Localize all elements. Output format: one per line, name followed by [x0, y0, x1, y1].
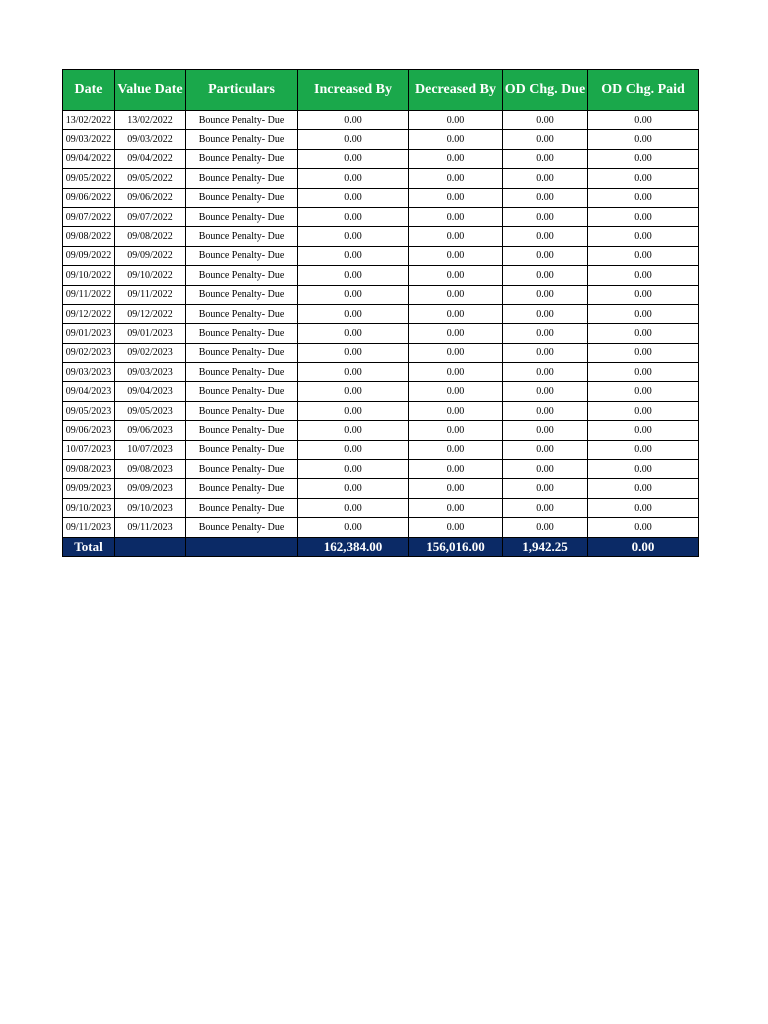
cell-decreased-by: 0.00	[409, 169, 503, 188]
cell-value-date: 09/04/2022	[115, 149, 186, 168]
total-label: Total	[63, 537, 115, 556]
cell-value-date: 09/06/2023	[115, 421, 186, 440]
cell-od-chg-due: 0.00	[503, 130, 588, 149]
cell-decreased-by: 0.00	[409, 246, 503, 265]
table-row	[63, 440, 699, 459]
cell-decreased-by: 0.00	[409, 401, 503, 420]
cell-od-chg-paid: 0.00	[588, 130, 699, 149]
table-row	[63, 363, 699, 382]
cell-decreased-by: 0.00	[409, 382, 503, 401]
cell-increased-by: 0.00	[298, 343, 409, 362]
cell-od-chg-due: 0.00	[503, 421, 588, 440]
cell-od-chg-paid: 0.00	[588, 479, 699, 498]
cell-value-date: 09/03/2022	[115, 130, 186, 149]
cell-od-chg-paid: 0.00	[588, 382, 699, 401]
header-increased-by: Increased By	[298, 70, 409, 111]
cell-od-chg-due: 0.00	[503, 324, 588, 343]
cell-increased-by: 0.00	[298, 111, 409, 130]
cell-value-date: 10/07/2023	[115, 440, 186, 459]
cell-od-chg-paid: 0.00	[588, 227, 699, 246]
cell-decreased-by: 0.00	[409, 363, 503, 382]
cell-value-date: 09/04/2023	[115, 382, 186, 401]
cell-increased-by: 0.00	[298, 188, 409, 207]
header-decreased-by: Decreased By	[409, 70, 503, 111]
cell-increased-by: 0.00	[298, 479, 409, 498]
cell-increased-by: 0.00	[298, 401, 409, 420]
table-row	[63, 285, 699, 304]
cell-decreased-by: 0.00	[409, 498, 503, 517]
cell-value-date: 09/07/2022	[115, 207, 186, 226]
total-row	[63, 537, 699, 556]
cell-value-date: 09/11/2022	[115, 285, 186, 304]
cell-od-chg-due: 0.00	[503, 479, 588, 498]
cell-od-chg-due: 0.00	[503, 498, 588, 517]
cell-date: 10/07/2023	[63, 440, 115, 459]
cell-date: 13/02/2022	[63, 111, 115, 130]
cell-increased-by: 0.00	[298, 518, 409, 537]
cell-value-date: 09/11/2023	[115, 518, 186, 537]
cell-date: 09/08/2022	[63, 227, 115, 246]
cell-increased-by: 0.00	[298, 363, 409, 382]
cell-value-date: 09/09/2022	[115, 246, 186, 265]
cell-decreased-by: 0.00	[409, 285, 503, 304]
cell-od-chg-due: 0.00	[503, 227, 588, 246]
cell-decreased-by: 0.00	[409, 188, 503, 207]
cell-value-date: 09/01/2023	[115, 324, 186, 343]
cell-particulars: Bounce Penalty- Due	[186, 188, 298, 207]
cell-date: 09/07/2022	[63, 207, 115, 226]
cell-date: 09/02/2023	[63, 343, 115, 362]
cell-increased-by: 0.00	[298, 227, 409, 246]
cell-increased-by: 0.00	[298, 421, 409, 440]
cell-decreased-by: 0.00	[409, 111, 503, 130]
table-row	[63, 149, 699, 168]
table-row	[63, 343, 699, 362]
cell-increased-by: 0.00	[298, 130, 409, 149]
cell-value-date: 09/03/2023	[115, 363, 186, 382]
cell-od-chg-due: 0.00	[503, 363, 588, 382]
cell-date: 09/08/2023	[63, 460, 115, 479]
table-row	[63, 498, 699, 517]
cell-particulars: Bounce Penalty- Due	[186, 169, 298, 188]
cell-particulars: Bounce Penalty- Due	[186, 227, 298, 246]
cell-od-chg-paid: 0.00	[588, 363, 699, 382]
cell-od-chg-paid: 0.00	[588, 169, 699, 188]
cell-date: 09/01/2023	[63, 324, 115, 343]
total-od-chg-paid: 0.00	[588, 537, 699, 556]
cell-date: 09/10/2023	[63, 498, 115, 517]
header-row	[63, 70, 699, 111]
cell-od-chg-due: 0.00	[503, 207, 588, 226]
cell-particulars: Bounce Penalty- Due	[186, 460, 298, 479]
cell-particulars: Bounce Penalty- Due	[186, 518, 298, 537]
cell-value-date: 09/12/2022	[115, 304, 186, 323]
total-empty-cell	[115, 537, 186, 556]
cell-date: 09/09/2022	[63, 246, 115, 265]
cell-od-chg-paid: 0.00	[588, 304, 699, 323]
cell-decreased-by: 0.00	[409, 130, 503, 149]
cell-decreased-by: 0.00	[409, 518, 503, 537]
cell-particulars: Bounce Penalty- Due	[186, 266, 298, 285]
table-row	[63, 169, 699, 188]
total-increased-by: 162,384.00	[298, 537, 409, 556]
table-footer	[63, 537, 699, 556]
cell-od-chg-due: 0.00	[503, 343, 588, 362]
table-row	[63, 479, 699, 498]
table-row	[63, 227, 699, 246]
cell-increased-by: 0.00	[298, 285, 409, 304]
header-value-date: Value Date	[115, 70, 186, 111]
cell-value-date: 09/06/2022	[115, 188, 186, 207]
cell-decreased-by: 0.00	[409, 266, 503, 285]
cell-particulars: Bounce Penalty- Due	[186, 498, 298, 517]
cell-date: 09/10/2022	[63, 266, 115, 285]
cell-date: 09/06/2022	[63, 188, 115, 207]
cell-od-chg-due: 0.00	[503, 169, 588, 188]
cell-particulars: Bounce Penalty- Due	[186, 111, 298, 130]
cell-particulars: Bounce Penalty- Due	[186, 149, 298, 168]
table-row	[63, 246, 699, 265]
table-row	[63, 207, 699, 226]
cell-od-chg-paid: 0.00	[588, 401, 699, 420]
cell-date: 09/11/2023	[63, 518, 115, 537]
cell-increased-by: 0.00	[298, 440, 409, 459]
cell-decreased-by: 0.00	[409, 440, 503, 459]
cell-increased-by: 0.00	[298, 266, 409, 285]
table-row	[63, 266, 699, 285]
cell-particulars: Bounce Penalty- Due	[186, 382, 298, 401]
cell-od-chg-paid: 0.00	[588, 498, 699, 517]
cell-value-date: 09/10/2023	[115, 498, 186, 517]
cell-od-chg-paid: 0.00	[588, 266, 699, 285]
cell-particulars: Bounce Penalty- Due	[186, 343, 298, 362]
cell-decreased-by: 0.00	[409, 304, 503, 323]
cell-value-date: 09/08/2023	[115, 460, 186, 479]
cell-od-chg-due: 0.00	[503, 188, 588, 207]
cell-od-chg-due: 0.00	[503, 518, 588, 537]
cell-decreased-by: 0.00	[409, 479, 503, 498]
cell-date: 09/11/2022	[63, 285, 115, 304]
cell-decreased-by: 0.00	[409, 227, 503, 246]
cell-particulars: Bounce Penalty- Due	[186, 479, 298, 498]
cell-date: 09/03/2022	[63, 130, 115, 149]
total-od-chg-due: 1,942.25	[503, 537, 588, 556]
cell-increased-by: 0.00	[298, 382, 409, 401]
cell-value-date: 09/10/2022	[115, 266, 186, 285]
cell-particulars: Bounce Penalty- Due	[186, 440, 298, 459]
cell-value-date: 09/05/2023	[115, 401, 186, 420]
cell-od-chg-due: 0.00	[503, 266, 588, 285]
cell-date: 09/09/2023	[63, 479, 115, 498]
table-header	[63, 70, 699, 111]
total-decreased-by: 156,016.00	[409, 537, 503, 556]
table-row	[63, 324, 699, 343]
cell-od-chg-due: 0.00	[503, 149, 588, 168]
cell-od-chg-paid: 0.00	[588, 188, 699, 207]
cell-increased-by: 0.00	[298, 460, 409, 479]
header-od-chg-due: OD Chg. Due	[503, 70, 588, 111]
total-empty-cell	[186, 537, 298, 556]
cell-decreased-by: 0.00	[409, 421, 503, 440]
cell-particulars: Bounce Penalty- Due	[186, 421, 298, 440]
cell-date: 09/05/2022	[63, 169, 115, 188]
cell-date: 09/06/2023	[63, 421, 115, 440]
cell-decreased-by: 0.00	[409, 460, 503, 479]
cell-od-chg-due: 0.00	[503, 382, 588, 401]
cell-increased-by: 0.00	[298, 169, 409, 188]
cell-od-chg-paid: 0.00	[588, 324, 699, 343]
table-row	[63, 421, 699, 440]
cell-od-chg-due: 0.00	[503, 440, 588, 459]
cell-od-chg-paid: 0.00	[588, 421, 699, 440]
table-body	[63, 111, 699, 538]
cell-od-chg-paid: 0.00	[588, 518, 699, 537]
cell-date: 09/04/2023	[63, 382, 115, 401]
cell-value-date: 09/09/2023	[115, 479, 186, 498]
table-row	[63, 401, 699, 420]
table-row	[63, 518, 699, 537]
table-row	[63, 382, 699, 401]
cell-od-chg-paid: 0.00	[588, 207, 699, 226]
cell-date: 09/12/2022	[63, 304, 115, 323]
cell-particulars: Bounce Penalty- Due	[186, 130, 298, 149]
cell-particulars: Bounce Penalty- Due	[186, 363, 298, 382]
cell-od-chg-due: 0.00	[503, 111, 588, 130]
cell-od-chg-paid: 0.00	[588, 440, 699, 459]
cell-value-date: 13/02/2022	[115, 111, 186, 130]
header-particulars: Particulars	[186, 70, 298, 111]
cell-particulars: Bounce Penalty- Due	[186, 304, 298, 323]
cell-date: 09/04/2022	[63, 149, 115, 168]
cell-decreased-by: 0.00	[409, 207, 503, 226]
cell-increased-by: 0.00	[298, 207, 409, 226]
cell-od-chg-due: 0.00	[503, 460, 588, 479]
table-row	[63, 460, 699, 479]
header-od-chg-paid: OD Chg. Paid	[588, 70, 699, 111]
cell-decreased-by: 0.00	[409, 343, 503, 362]
cell-date: 09/03/2023	[63, 363, 115, 382]
cell-date: 09/05/2023	[63, 401, 115, 420]
cell-value-date: 09/05/2022	[115, 169, 186, 188]
cell-value-date: 09/02/2023	[115, 343, 186, 362]
cell-od-chg-due: 0.00	[503, 246, 588, 265]
cell-od-chg-due: 0.00	[503, 304, 588, 323]
cell-particulars: Bounce Penalty- Due	[186, 246, 298, 265]
table-row	[63, 111, 699, 130]
cell-increased-by: 0.00	[298, 324, 409, 343]
cell-decreased-by: 0.00	[409, 324, 503, 343]
ledger-table	[62, 69, 699, 557]
cell-increased-by: 0.00	[298, 246, 409, 265]
table-row	[63, 304, 699, 323]
cell-increased-by: 0.00	[298, 149, 409, 168]
cell-particulars: Bounce Penalty- Due	[186, 324, 298, 343]
cell-increased-by: 0.00	[298, 498, 409, 517]
cell-od-chg-paid: 0.00	[588, 111, 699, 130]
cell-decreased-by: 0.00	[409, 149, 503, 168]
table-row	[63, 188, 699, 207]
cell-od-chg-paid: 0.00	[588, 285, 699, 304]
cell-value-date: 09/08/2022	[115, 227, 186, 246]
header-date: Date	[63, 70, 115, 111]
cell-od-chg-due: 0.00	[503, 401, 588, 420]
cell-increased-by: 0.00	[298, 304, 409, 323]
cell-od-chg-paid: 0.00	[588, 460, 699, 479]
cell-particulars: Bounce Penalty- Due	[186, 401, 298, 420]
cell-od-chg-paid: 0.00	[588, 149, 699, 168]
cell-od-chg-due: 0.00	[503, 285, 588, 304]
cell-od-chg-paid: 0.00	[588, 343, 699, 362]
cell-particulars: Bounce Penalty- Due	[186, 285, 298, 304]
cell-od-chg-paid: 0.00	[588, 246, 699, 265]
cell-particulars: Bounce Penalty- Due	[186, 207, 298, 226]
table-row	[63, 130, 699, 149]
